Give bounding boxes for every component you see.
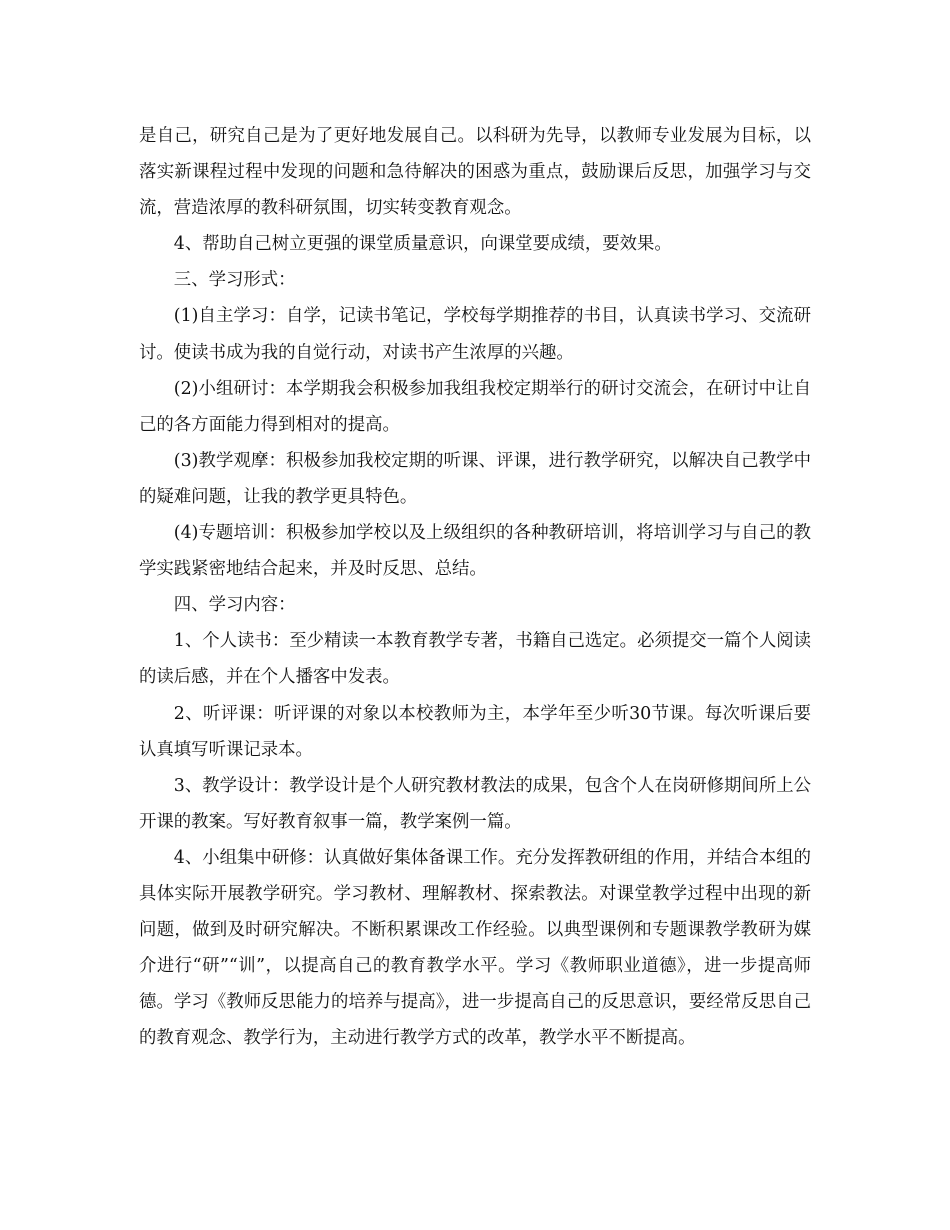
paragraph-personal-reading: 1、个人读书：至少精读一本教育教学专著，书籍自己选定。必须提交一篇个人阅读的读后感，并在个人播客中发表。 [139, 631, 811, 688]
paragraph-teaching-observation: (3)教学观摩：积极参加我校定期的听课、评课，进行教学研究，以解决自己教学中的疑难问题，让我的教学更具特色。 [139, 450, 811, 507]
section-heading-learning-content: 四、学习内容： [173, 595, 296, 616]
paragraph-lesson-evaluation: 2、听评课：听评课的对象以本校教师为主，本学年至少听30节课。每次听课后要认真填写听课记录本。 [139, 703, 811, 760]
paragraph-2: 4、帮助自己树立更强的课堂质量意识，向课堂要成绩，要效果。 [173, 234, 672, 255]
paragraph-1: 是自己，研究自己是为了更好地发展自己。以科研为先导，以教师专业发展为目标，以落实新课程过程中发现的问题和急待解决的困惑为重点，鼓励课后反思，加强学习与交流，营造浓厚的教科研氛围，切实转变教育观念。 [139, 126, 811, 219]
document-body [139, 118, 811, 1056]
paragraph-group-study: 4、小组集中研修：认真做好集体备课工作。充分发挥教研组的作用，并结合本组的具体实际开展教学研究。学习教材、理解教材、探索教法。对课堂教学过程中出现的新问题，做到及时研究解决。不断积累课改工作经验。以典型课例和专题课教学教研为媒介进行“研”“训”，以提高自己的教育教学水平。学习《教师职业道德》，进一步提高师德。学习《教师反思能力的培养与提高》，进一步提高自己的反思意识，要经常反思自己的教育观念、教学行为，主动进行教学方式的改革，教学水平不断提高。 [139, 847, 811, 1049]
paragraph-self-study: (1)自主学习：自学，记读书笔记，学校每学期推荐的书目，认真读书学习、交流研讨。使读书成为我的自觉行动，对读书产生浓厚的兴趣。 [139, 306, 811, 363]
section-heading-learning-forms: 三、学习形式： [173, 270, 296, 291]
paragraph-teaching-design: 3、教学设计：教学设计是个人研究教材教法的成果，包含个人在岗研修期间所上公开课的教案。写好教育叙事一篇，教学案例一篇。 [139, 775, 811, 832]
paragraph-group-discussion: (2)小组研讨：本学期我会积极参加我组我校定期举行的研讨交流会，在研讨中让自己的各方面能力得到相对的提高。 [139, 378, 811, 435]
paragraph-special-training: (4)专题培训：积极参加学校以及上级组织的各种教研培训，将培训学习与自己的教学实践紧密地结合起来，并及时反思、总结。 [139, 523, 811, 580]
